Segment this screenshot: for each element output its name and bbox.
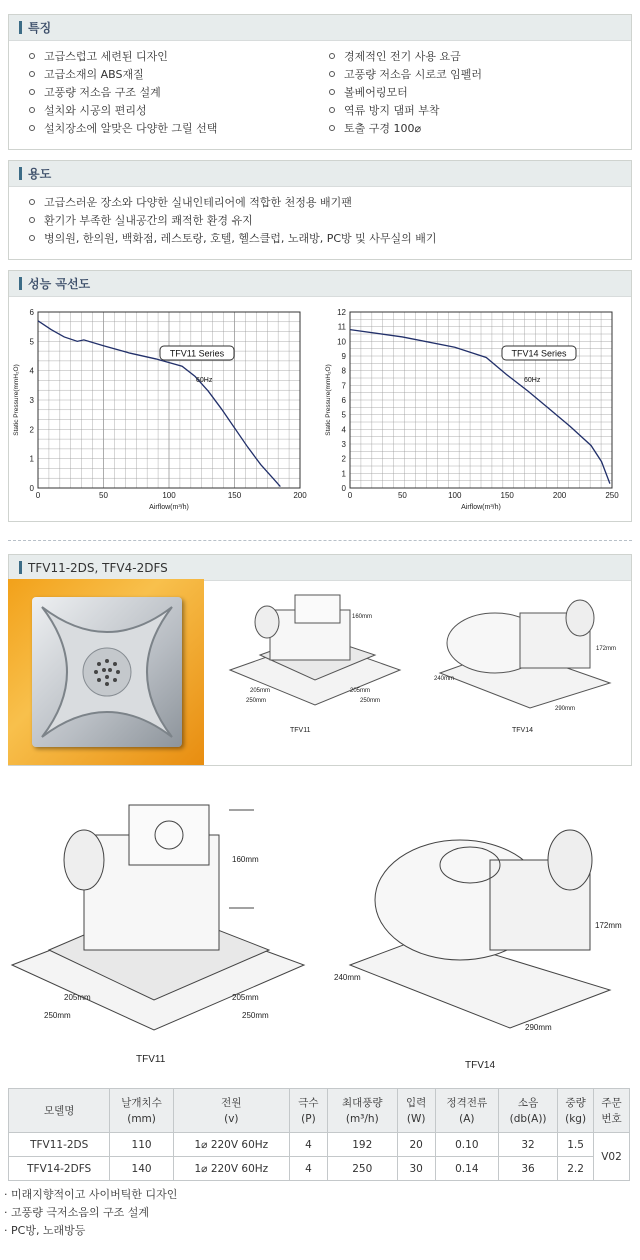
- y-tick-label: 11: [337, 322, 346, 332]
- x-axis-label: Airflow(m³/h): [149, 504, 189, 511]
- circle-bullet-icon: [29, 107, 35, 113]
- x-tick-label: 200: [293, 491, 307, 500]
- usage-section: [8, 160, 632, 260]
- y-tick-label: 5: [341, 410, 346, 420]
- y-tick-label: 10: [337, 337, 346, 347]
- y-tick-label: 2: [341, 454, 346, 464]
- list-item: 고급소재의 ABS재질: [29, 65, 329, 83]
- note-item: · 고풍량 극저소음의 구조 설계: [4, 1206, 150, 1219]
- dim-label: 172mm: [596, 646, 617, 652]
- spec-table: [8, 1088, 630, 1181]
- tfv11-small-drawing: [210, 580, 420, 740]
- circle-bullet-icon: [29, 235, 35, 241]
- notes: [4, 1186, 177, 1240]
- x-tick-label: 0: [35, 491, 41, 500]
- dim-label: 205mm: [232, 993, 259, 1002]
- usage-header: [9, 161, 631, 187]
- circle-bullet-icon: [29, 89, 35, 95]
- th-model: 모델명: [9, 1089, 110, 1133]
- list-item: 설치장소에 알맞은 다양한 그릴 선택: [29, 119, 329, 137]
- note-item: · PC방, 노래방등: [4, 1224, 86, 1237]
- list-item: 고급스럽고 세련된 디자인: [29, 47, 329, 65]
- list-item: 볼베어링모터: [329, 83, 629, 101]
- th-input: 입력 (W): [397, 1089, 435, 1133]
- list-item: 고풍량 저소음 시로코 임펠러: [329, 65, 629, 83]
- title-bar-icon: [19, 277, 22, 290]
- tfv14-large-drawing: [320, 800, 630, 1075]
- x-axis-label: Airflow(m³/h): [461, 504, 501, 511]
- y-tick-label: 0: [341, 484, 346, 493]
- y-tick-label: 1: [29, 454, 34, 464]
- y-tick-label: 3: [341, 440, 346, 449]
- circle-bullet-icon: [329, 53, 335, 59]
- dim-label: 160mm: [232, 855, 259, 864]
- divider: [8, 540, 632, 541]
- y-tick-label: 1: [341, 469, 346, 479]
- usage-title: 용도: [28, 167, 52, 181]
- list-item: 토출 구경 100⌀: [329, 119, 629, 137]
- circle-bullet-icon: [329, 107, 335, 113]
- series-line: [38, 321, 280, 487]
- tfv11-large-drawing: [4, 790, 314, 1075]
- tfv11-label: TFV11: [136, 1054, 166, 1065]
- product-photo: [8, 579, 204, 765]
- features-left-list: [29, 47, 329, 137]
- dim-label: 240mm: [434, 676, 455, 682]
- features-title: 특징: [28, 21, 52, 35]
- list-item: 고풍량 저소음 구조 설계: [29, 83, 329, 101]
- title-bar-icon: [19, 561, 22, 574]
- series-label: TFV14 Series: [511, 348, 567, 359]
- y-axis-label: Static Pressure(mmH₂O): [325, 364, 332, 436]
- x-tick-label: 50: [99, 491, 108, 500]
- dim-label: 160mm: [352, 614, 373, 620]
- dim-label: 290mm: [555, 706, 576, 712]
- fan-grille-image: [32, 597, 182, 747]
- x-tick-label: 150: [227, 491, 242, 500]
- table-row: TFV11-2DS 110 1⌀ 220V 60Hz 4 192 20 0.10 32 1.5 V02: [9, 1133, 630, 1157]
- x-tick-label: 100: [162, 491, 176, 500]
- th-power: 전원 (v): [173, 1089, 289, 1133]
- circle-bullet-icon: [329, 71, 335, 77]
- tfv14-small-drawing: [420, 588, 625, 743]
- circle-bullet-icon: [29, 217, 35, 223]
- dim-label: 290mm: [525, 1023, 552, 1032]
- circle-bullet-icon: [29, 53, 35, 59]
- y-tick-label: 6: [29, 308, 34, 317]
- x-tick-label: 250: [605, 491, 619, 500]
- dim-label: 250mm: [242, 1011, 269, 1020]
- th-blade: 날개치수 (mm): [110, 1089, 173, 1133]
- title-bar-icon: [19, 21, 22, 34]
- dim-label: 250mm: [246, 698, 267, 704]
- dim-label: 240mm: [334, 973, 361, 982]
- dim-label: 205mm: [64, 993, 91, 1002]
- y-tick-label: 0: [29, 484, 34, 493]
- y-tick-label: 4: [29, 366, 34, 376]
- list-item: 병의원, 한의원, 백화점, 레스토랑, 호텔, 헬스클럽, 노래방, PC방 및 사무실의 배기: [29, 229, 631, 247]
- usage-list: [9, 187, 631, 247]
- tfv11-label: TFV11: [290, 727, 311, 734]
- tfv14-label: TFV14: [512, 727, 534, 734]
- y-tick-label: 2: [29, 425, 34, 435]
- circle-bullet-icon: [29, 199, 35, 205]
- circle-bullet-icon: [329, 125, 335, 131]
- note-item: · 미래지향적이고 사이버틱한 디자인: [4, 1188, 178, 1201]
- y-tick-label: 3: [29, 396, 34, 405]
- circle-bullet-icon: [29, 71, 35, 77]
- table-header-row: [9, 1089, 630, 1133]
- list-item: 경제적인 전기 사용 요금: [329, 47, 629, 65]
- circle-bullet-icon: [29, 125, 35, 131]
- tfv11-performance-chart: [10, 304, 310, 518]
- tfv14-performance-chart: [322, 304, 622, 518]
- features-section: [8, 14, 632, 150]
- x-tick-label: 150: [500, 491, 514, 500]
- series-label: TFV11 Series: [169, 348, 225, 359]
- dim-label: 205mm: [350, 688, 371, 694]
- y-tick-label: 4: [341, 425, 346, 435]
- list-item: 설치와 시공의 편리성: [29, 101, 329, 119]
- order-number: V02: [594, 1133, 630, 1181]
- y-tick-label: 6: [341, 396, 346, 405]
- y-tick-label: 8: [341, 366, 346, 376]
- y-tick-label: 9: [341, 352, 346, 361]
- dim-label: 250mm: [44, 1011, 71, 1020]
- title-bar-icon: [19, 167, 22, 180]
- circle-bullet-icon: [329, 89, 335, 95]
- x-tick-label: 0: [347, 491, 353, 500]
- grille-pattern-icon: [32, 597, 182, 747]
- x-tick-label: 200: [552, 491, 567, 500]
- dim-label: 172mm: [595, 921, 622, 930]
- th-poles: 극수 (P): [289, 1089, 327, 1133]
- models-title: TFV11-2DS, TFV4-2DFS: [28, 560, 168, 575]
- features-right-list: [329, 47, 629, 137]
- models-header: [9, 555, 631, 581]
- list-item: 역류 방지 댐퍼 부착: [329, 101, 629, 119]
- annotation-label: 60Hz: [196, 377, 213, 384]
- dim-label: 205mm: [250, 688, 271, 694]
- th-airflow: 최대풍량 (m³/h): [327, 1089, 397, 1133]
- annotation-label: 60Hz: [524, 377, 541, 384]
- th-noise: 소음 (db(A)): [499, 1089, 558, 1133]
- th-weight: 중량 (kg): [558, 1089, 594, 1133]
- dim-label: 250mm: [360, 698, 381, 704]
- y-tick-label: 5: [29, 337, 34, 347]
- performance-header: [9, 271, 631, 297]
- features-header: [9, 15, 631, 41]
- x-tick-label: 100: [448, 491, 462, 500]
- list-item: 환기가 부족한 실내공간의 쾌적한 환경 유지: [29, 211, 631, 229]
- table-row: TFV14-2DFS 140 1⌀ 220V 60Hz 4 250 30 0.14 36 2.2: [9, 1157, 630, 1181]
- th-order: 주문 번호: [594, 1089, 630, 1133]
- y-tick-label: 7: [341, 381, 346, 391]
- y-axis-label: Static Pressure(mmH₂O): [13, 364, 20, 436]
- y-tick-label: 12: [337, 308, 346, 317]
- list-item: 고급스러운 장소와 다양한 실내인테리어에 적합한 천정용 배기팬: [29, 193, 631, 211]
- performance-title: 성능 곡선도: [28, 277, 91, 291]
- tfv14-label: TFV14: [465, 1060, 496, 1071]
- x-tick-label: 50: [397, 491, 407, 500]
- th-current: 정격전류 (A): [435, 1089, 498, 1133]
